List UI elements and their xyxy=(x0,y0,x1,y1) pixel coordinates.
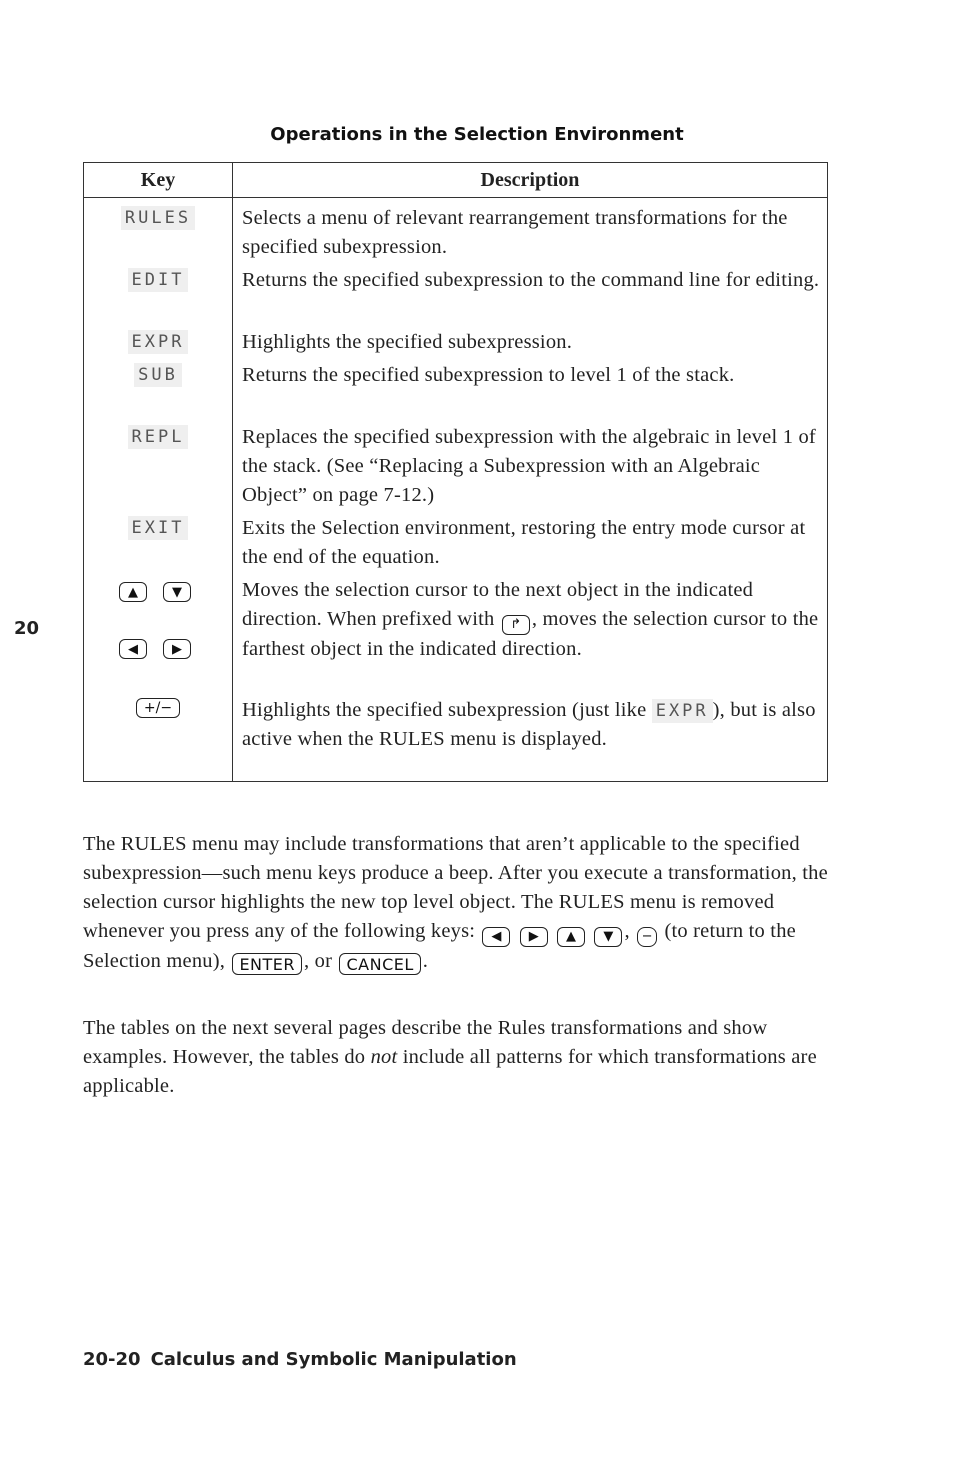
header-key: Key xyxy=(84,163,233,197)
emphasis-not: not xyxy=(370,1046,398,1068)
row-description: Selects a menu of relevant rearrangement transformations for the specified subexpression. xyxy=(242,207,788,258)
expr-softkey: EXPR xyxy=(652,699,713,723)
page-footer xyxy=(83,1349,517,1370)
table-row xyxy=(84,260,827,322)
repl-softkey: REPL xyxy=(128,425,189,449)
table-row xyxy=(84,570,827,690)
row-description: Moves the selection cursor to the next object in the indicated direction. When prefixed with ↱ , moves the selection cursor to the farthest object in the indicated direction. xyxy=(242,579,819,660)
table-header-row xyxy=(84,163,827,198)
table-row xyxy=(84,198,827,260)
right-shift-key-icon: ↱ xyxy=(502,615,530,635)
cancel-key-icon: CANCEL xyxy=(339,953,420,975)
enter-key-icon: ENTER xyxy=(232,953,302,975)
table-row xyxy=(84,417,827,508)
operations-table xyxy=(83,162,828,782)
row-description: Replaces the specified subexpression with the algebraic in level 1 of the stack. (See “Replacing a Subexpression with an Algebraic Object” on page 7-12.) xyxy=(242,426,816,506)
row-description: Returns the specified subexpression to level 1 of the stack. xyxy=(242,364,735,386)
rules-menu-paragraph: The RULES menu may include transformations that aren’t applicable to the specified subexpression—such menu keys produce a beep. After you execute a transformation, the selection cursor highlights the new top level object. The RULES menu is removed whenever you press any of the following keys: ◀ ▶ ▲ ▼ , − (to return to the Selection menu), ENTER , or CANCEL . xyxy=(83,833,828,974)
exit-softkey: EXIT xyxy=(128,516,189,540)
down-arrow-key-icon: ▼ xyxy=(163,582,191,602)
change-sign-key-icon: +/− xyxy=(136,698,180,718)
down-arrow-key-icon: ▼ xyxy=(594,927,622,947)
row-description: Exits the Selection environment, restoring the entry mode cursor at the end of the equation. xyxy=(242,517,806,568)
table-title: Operations in the Selection Environment xyxy=(270,124,684,145)
table-row xyxy=(84,322,827,355)
left-arrow-key-icon: ◀ xyxy=(482,927,510,947)
sub-softkey: SUB xyxy=(134,363,182,387)
row-description: Returns the specified subexpression to the command line for editing. xyxy=(242,269,820,291)
row-description: Highlights the specified subexpression (just like EXPR ), but is also active when the RULES menu is displayed. xyxy=(242,699,816,750)
table-row xyxy=(84,690,827,781)
table-row xyxy=(84,508,827,570)
table-row xyxy=(84,355,827,417)
rules-softkey: RULES xyxy=(121,206,195,230)
arrow-keys xyxy=(119,578,197,690)
section-title: Calculus and Symbolic Manipulation xyxy=(150,1349,517,1370)
expr-softkey: EXPR xyxy=(128,330,189,354)
minus-key-icon: − xyxy=(637,927,657,947)
chapter-tab: 20 xyxy=(14,618,40,639)
up-arrow-key-icon: ▲ xyxy=(119,582,147,602)
left-arrow-key-icon: ◀ xyxy=(119,639,147,659)
right-arrow-key-icon: ▶ xyxy=(163,639,191,659)
right-arrow-key-icon: ▶ xyxy=(520,927,548,947)
header-description: Description xyxy=(480,168,580,191)
page-number: 20-20 xyxy=(83,1349,141,1370)
row-description: Highlights the specified subexpression. xyxy=(242,331,573,353)
up-arrow-key-icon: ▲ xyxy=(557,927,585,947)
edit-softkey: EDIT xyxy=(128,268,189,292)
tables-note-paragraph: The tables on the next several pages describe the Rules transformations and show examples. However, the tables do not include all patterns for which transformations are applicable. xyxy=(83,1017,817,1097)
